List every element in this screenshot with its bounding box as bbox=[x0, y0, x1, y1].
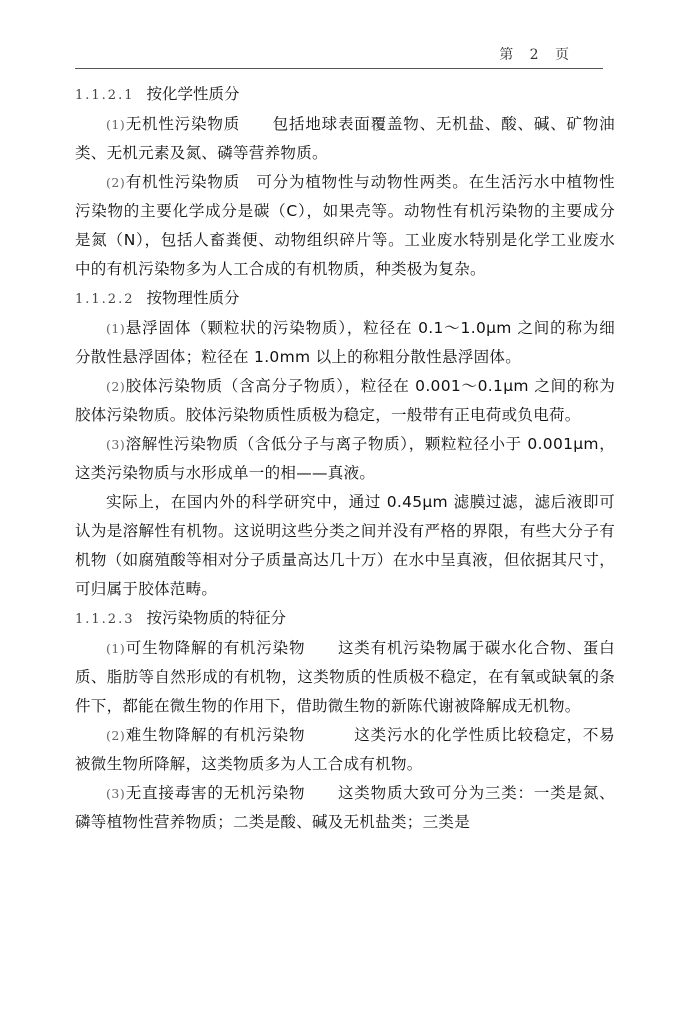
paragraph bbox=[75, 168, 615, 284]
item-marker: (3) bbox=[106, 786, 126, 801]
item-marker: (2) bbox=[106, 379, 126, 394]
page-number: 第 2 页 bbox=[499, 47, 575, 63]
paragraph-text: 溶解性污染物质（含低分子与离子物质），颗粒粒径小于 0.001μm，这类污染物质与水形成单一的相——真液。 bbox=[75, 435, 615, 482]
paragraph-text: 无机性污染物质 包括地球表面覆盖物、无机盐、酸、碱、矿物油类、无机元素及氮、磷等营养物质。 bbox=[75, 115, 615, 162]
paragraph bbox=[75, 110, 615, 168]
paragraph bbox=[75, 488, 615, 604]
document-body bbox=[75, 80, 615, 837]
section-heading bbox=[75, 284, 615, 314]
section-heading bbox=[75, 604, 615, 634]
paragraph bbox=[75, 314, 615, 372]
paragraph bbox=[75, 634, 615, 721]
paragraph bbox=[75, 430, 615, 488]
paragraph-text: 实际上，在国内外的科学研究中，通过 0.45μm 滤膜过滤，滤后液即可认为是溶解性有机物。这说明这些分类之间并没有严格的界限，有些大分子有机物（如腐殖酸等相对分子质量高达几十万）在水中呈真液，但依据其尺寸，可归属于胶体范畴。 bbox=[75, 493, 615, 598]
item-marker: (3) bbox=[106, 437, 126, 452]
paragraph-text: 无直接毒害的无机污染物 这类物质大致可分为三类：一类是氮、磷等植物性营养物质；二类是酸、碱及无机盐类；三类是 bbox=[75, 784, 615, 831]
paragraph-text: 可生物降解的有机污染物 这类有机污染物属于碳水化合物、蛋白质、脂肪等自然形成的有机物，这类物质的性质极不稳定，在有氧或缺氧的条件下，都能在微生物的作用下，借助微生物的新陈代谢被降解成无机物。 bbox=[75, 639, 615, 715]
paragraph bbox=[75, 779, 615, 837]
section-number: 1.1.2.2 bbox=[75, 292, 135, 307]
item-marker: (1) bbox=[106, 117, 126, 132]
section-heading bbox=[75, 80, 615, 110]
section-number: 1.1.2.1 bbox=[75, 88, 135, 103]
page-header bbox=[75, 42, 603, 69]
item-marker: (2) bbox=[106, 175, 126, 190]
paragraph-text: 有机性污染物质 可分为植物性与动物性两类。在生活污水中植物性污染物的主要化学成分是碳（C），如果壳等。动物性有机污染物的主要成分是氮（N），包括人畜粪便、动物组织碎片等。工业废水特别是化学工业废水中的有机污染物多为人工合成的有机物质，种类极为复杂。 bbox=[75, 173, 615, 278]
paragraph-text: 悬浮固体（颗粒状的污染物质），粒径在 0.1～1.0μm 之间的称为细分散性悬浮固体；粒径在 1.0mm 以上的称粗分散性悬浮固体。 bbox=[75, 319, 615, 366]
paragraph bbox=[75, 372, 615, 430]
section-number: 1.1.2.3 bbox=[75, 612, 135, 627]
item-marker: (1) bbox=[106, 641, 126, 656]
paragraph-text: 胶体污染物质（含高分子物质），粒径在 0.001～0.1μm 之间的称为胶体污染物质。胶体污染物质性质极为稳定，一般带有正电荷或负电荷。 bbox=[75, 377, 615, 424]
item-marker: (2) bbox=[106, 728, 126, 743]
paragraph bbox=[75, 721, 615, 779]
section-title: 按化学性质分 bbox=[146, 85, 240, 103]
section-title: 按污染物质的特征分 bbox=[146, 609, 286, 627]
section-title: 按物理性质分 bbox=[146, 289, 240, 307]
item-marker: (1) bbox=[106, 321, 126, 336]
paragraph-text: 难生物降解的有机污染物 这类污水的化学性质比较稳定，不易被微生物所降解，这类物质多为人工合成有机物。 bbox=[75, 726, 615, 773]
